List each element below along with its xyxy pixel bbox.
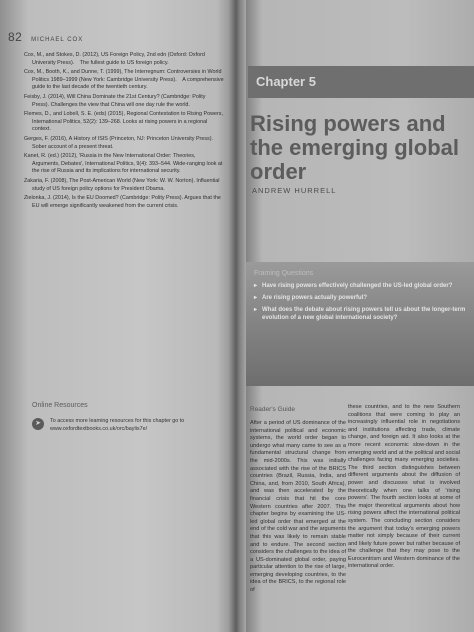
reference-citation: Zakaria, F. (2008), The Post-American World (New York: W. W. Norton). Influential study of US foreign policy options for President Obama.: [24, 177, 220, 192]
reference-item: [24, 94, 224, 109]
framing-question: [254, 306, 466, 322]
reference-item: [24, 69, 224, 92]
bullet-icon: ▸: [254, 283, 258, 289]
readers-guide-column-2: these countries, and to the new Southern coalitions that were coming to play an increasingly influential role in negotiations and institutions affecting trade, climate change, and foreign aid. It also looks at the more recent economic slow-down in the emerging world and at the political and social challenges facing many emerging societies. The third section distinguishes between different arguments about the diffusion of power and discusses what is involved theoretically when one talks of 'rising powers'. The fourth section looks at some of the major theoretical arguments about how rising powers affect the international political system. The concluding section considers the argument that today's emerging powers matter not simply because of their current and likely future power but rather because of the challenge that they may pose to the Eurocentrism and Western dominance of the international order.: [348, 404, 460, 570]
bullet-icon: ▸: [254, 295, 258, 301]
readers-guide-title: Reader's Guide: [250, 406, 295, 413]
framing-question-text: What does the debate about rising powers tell us about the longer-term evolution of a new global international society?: [262, 307, 466, 321]
framing-question: [254, 294, 466, 302]
book-gutter: [228, 0, 246, 632]
reference-citation: Flemes, D., and Lobell, S. E. (eds) (2015), Regional Contestation to Rising Powers, International Politics, 52(2): 139–268. Looks at rising powers in a regional context.: [24, 111, 223, 133]
chapter-title: Rising powers and the emerging global order: [250, 111, 460, 184]
bullet-icon: ▸: [254, 307, 258, 313]
framing-question-text: Have rising powers effectively challenged the US-led global order?: [262, 283, 453, 289]
reference-citation: Feisby, J. (2014), Will China Dominate the 21st Century? (Cambridge: Polity Press). Challenges the view that China will one day rule the world.: [24, 93, 206, 108]
reference-item: [24, 153, 224, 176]
framing-question-text: Are rising powers actually powerful?: [262, 295, 368, 301]
online-resources-title: Online Resources: [32, 402, 88, 409]
reference-note: The fullest guide to US foreign policy.: [79, 59, 169, 66]
reference-item: [24, 195, 224, 210]
chapter-author: ANDREW HURRELL: [252, 186, 337, 195]
reference-list: [24, 52, 224, 212]
running-header: MICHAEL COX: [31, 37, 84, 43]
online-resources-link[interactable]: To access more learning resources for this chapter go to www.oxfordtextbooks.co.uk/orc/baylis7e/: [50, 418, 185, 432]
page-number: 82: [8, 30, 23, 44]
reference-citation: Kanet, R. (ed.) (2012), 'Russia in the New International Order: Theories, Arguments, Debates', International Politics, 9(4): 393–544. Wide-ranging look at the rise of Russia and its implications for international security.: [24, 153, 223, 175]
framing-questions-list: [254, 282, 466, 326]
framing-question: [254, 282, 466, 290]
readers-guide-column-1: After a period of US dominance of the international political and economic systems, the world order began to undergo what many came to see as a fundamental structural change from the mid-2000s. This was initially associated with the rise of the BRICS countries (Brazil, Russia, India, and China, and, from 2010, South Africa), and was then accelerated by the financial crisis that hit the core Western countries after 2007. This chapter begins by examining the US-led global order that emerged at the end of the cold war and the arguments that this was likely to remain stable and to endure. The second section considers the challenges to the idea of a US-dominated global order, paying particular attention to the rise of large, emerging developing countries, to the idea of the BRICS, to the regional role of: [250, 420, 346, 594]
reference-citation: Cox, M., Booth, K., and Dunne, T. (1999), The Interregnum: Controversies in World Politics 1989–1999 (New York: Cambridge University Press).: [24, 69, 222, 83]
reference-citation: Gerges, F. (2016), A History of ISIS (Princeton, NJ: Princeton University Press). Sober account of a present threat.: [24, 135, 214, 150]
left-page-header: [8, 30, 83, 44]
framing-questions-title: Framing Questions: [254, 270, 314, 277]
reference-item: [24, 111, 224, 134]
reference-item: [24, 52, 224, 67]
reference-citation: Cox, M., and Stokes, D. (2012), US Foreign Policy, 2nd edn (Oxford: Oxford University Press).: [24, 52, 205, 66]
reference-citation: Zielonka, J. (2014), Is the EU Doomed? (Cambridge: Polity Press). Argues that the EU will emerge significantly weakened from the current crisis.: [24, 195, 221, 209]
cursor-icon: ➤: [32, 418, 44, 430]
reference-item: [24, 136, 224, 151]
chapter-label: Chapter 5: [256, 74, 316, 89]
reference-item: [24, 178, 224, 193]
reference-note: A comprehensive guide to the last decade of the twentieth century.: [32, 76, 224, 91]
